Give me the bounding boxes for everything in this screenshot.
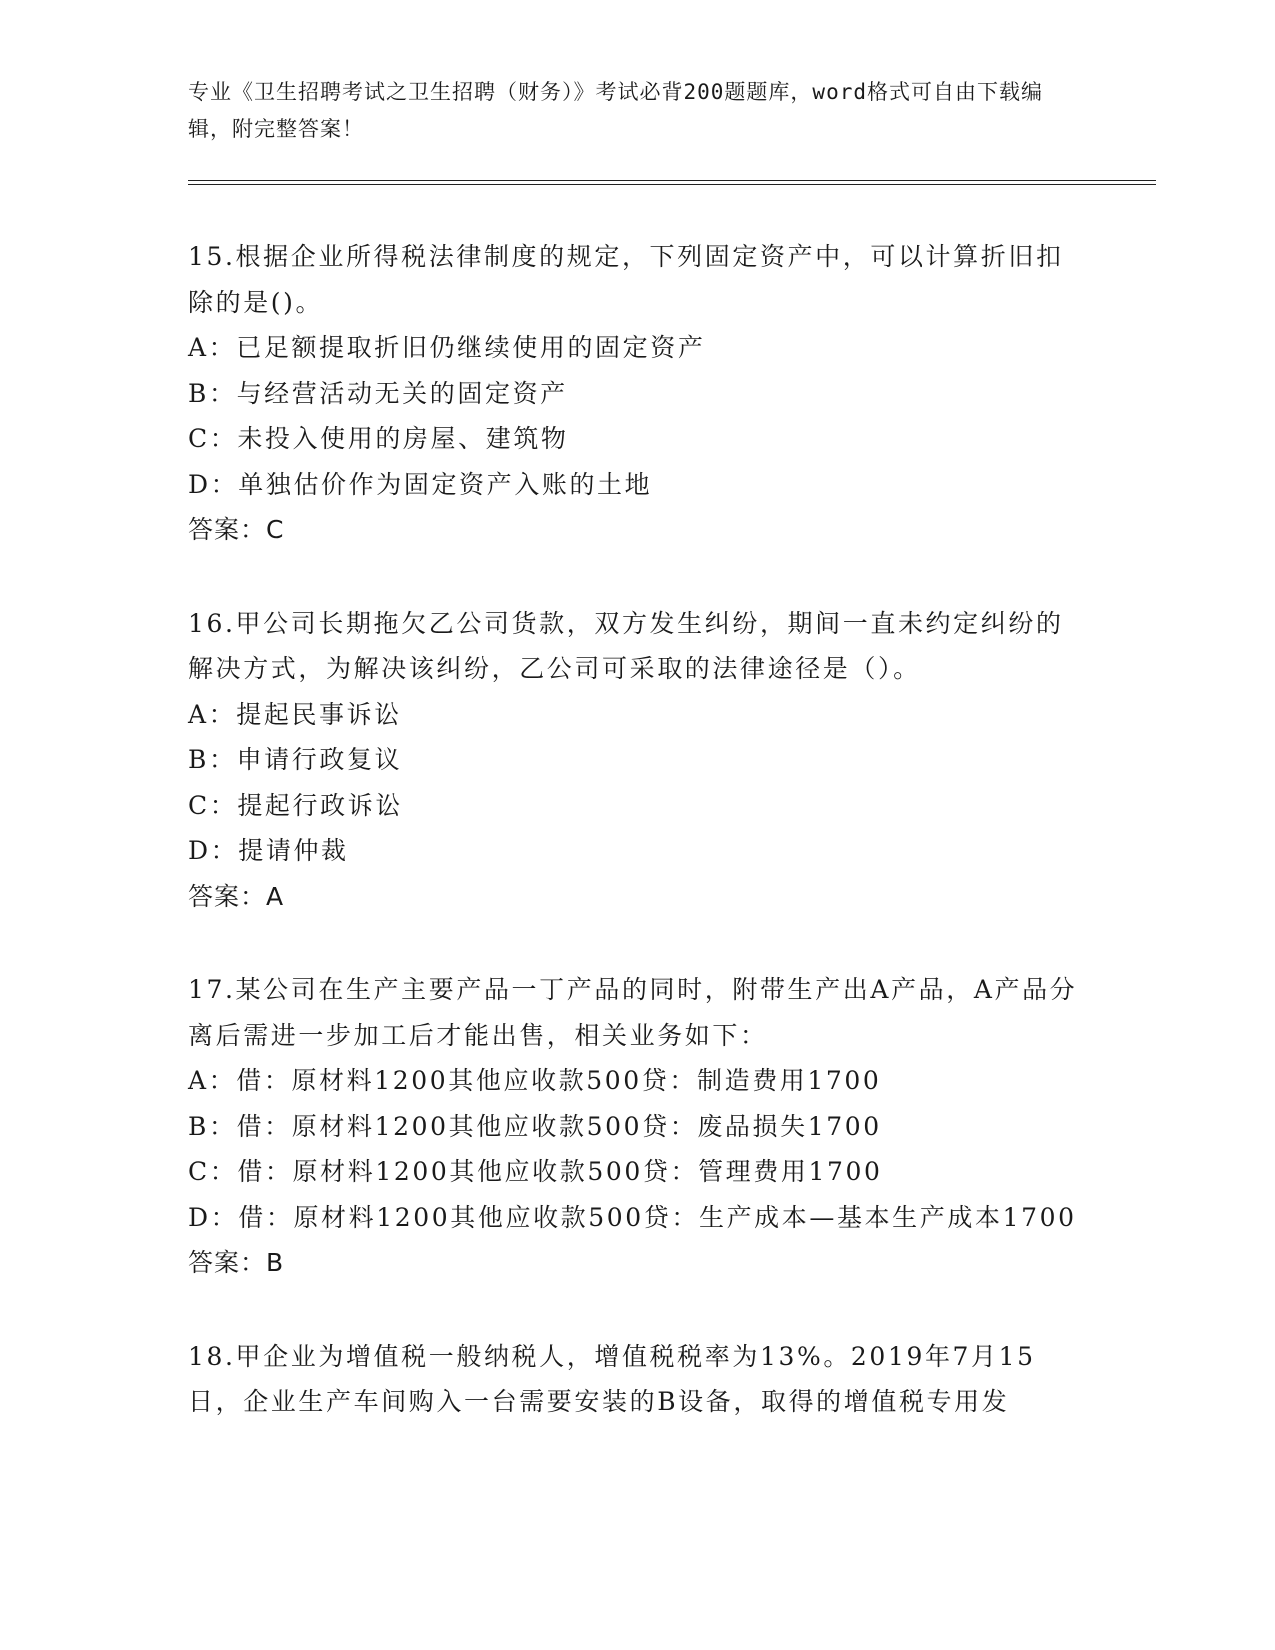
question-stem: 15.根据企业所得税法律制度的规定，下列固定资产中，可以计算折旧扣除的是()。 xyxy=(188,242,1064,317)
option-c: C：提起行政诉讼 xyxy=(188,790,403,820)
question-stem: 17.某公司在生产主要产品一丁产品的同时，附带生产出A产品，A产品分离后需进一步加工后才能出售，相关业务如下： xyxy=(188,975,1078,1050)
answer-line: 答案：A xyxy=(188,881,285,911)
question-18 xyxy=(188,1334,1088,1425)
question-16 xyxy=(188,601,1088,920)
option-b: B：借：原材料1200其他应收款500贷：废品损失1700 xyxy=(188,1111,882,1141)
option-d: D：提请仲裁 xyxy=(188,836,349,865)
document-page xyxy=(188,0,1148,1650)
question-stem: 16.甲公司长期拖欠乙公司货款，双方发生纠纷，期间一直未约定纠纷的解决方式，为解决该纠纷，乙公司可采取的法律途径是（）。 xyxy=(188,608,1064,683)
answer-line: 答案：C xyxy=(188,515,285,544)
question-17 xyxy=(188,967,1088,1286)
option-c: C：未投入使用的房屋、建筑物 xyxy=(188,424,569,453)
option-b: B：与经营活动无关的固定资产 xyxy=(188,378,568,408)
question-stem: 18.甲企业为增值税一般纳税人，增值税税率为13%。2019年7月15日，企业生产车间购入一台需要安装的B设备，取得的增值税专用发 xyxy=(188,1341,1036,1416)
option-a: A：已足额提取折旧仍继续使用的固定资产 xyxy=(188,333,706,362)
header-divider xyxy=(188,180,1156,185)
question-15 xyxy=(188,234,1088,553)
option-c: C：借：原材料1200其他应收款500贷：管理费用1700 xyxy=(188,1157,883,1186)
option-a: A：提起民事诉讼 xyxy=(188,699,402,729)
option-a: A：借：原材料1200其他应收款500贷：制造费用1700 xyxy=(188,1066,882,1095)
header-intro: 专业《卫生招聘考试之卫生招聘（财务）》考试必背200题题库，word格式可自由下载编辑，附完整答案！ xyxy=(188,80,1043,141)
answer-line: 答案：B xyxy=(188,1248,285,1277)
option-d: D：借：原材料1200其他应收款500贷：生产成本—基本生产成本1700 xyxy=(188,1202,1077,1232)
option-d: D：单独估价作为固定资产入账的土地 xyxy=(188,469,653,499)
question-list xyxy=(188,234,1088,1473)
option-b: B：申请行政复议 xyxy=(188,745,403,774)
